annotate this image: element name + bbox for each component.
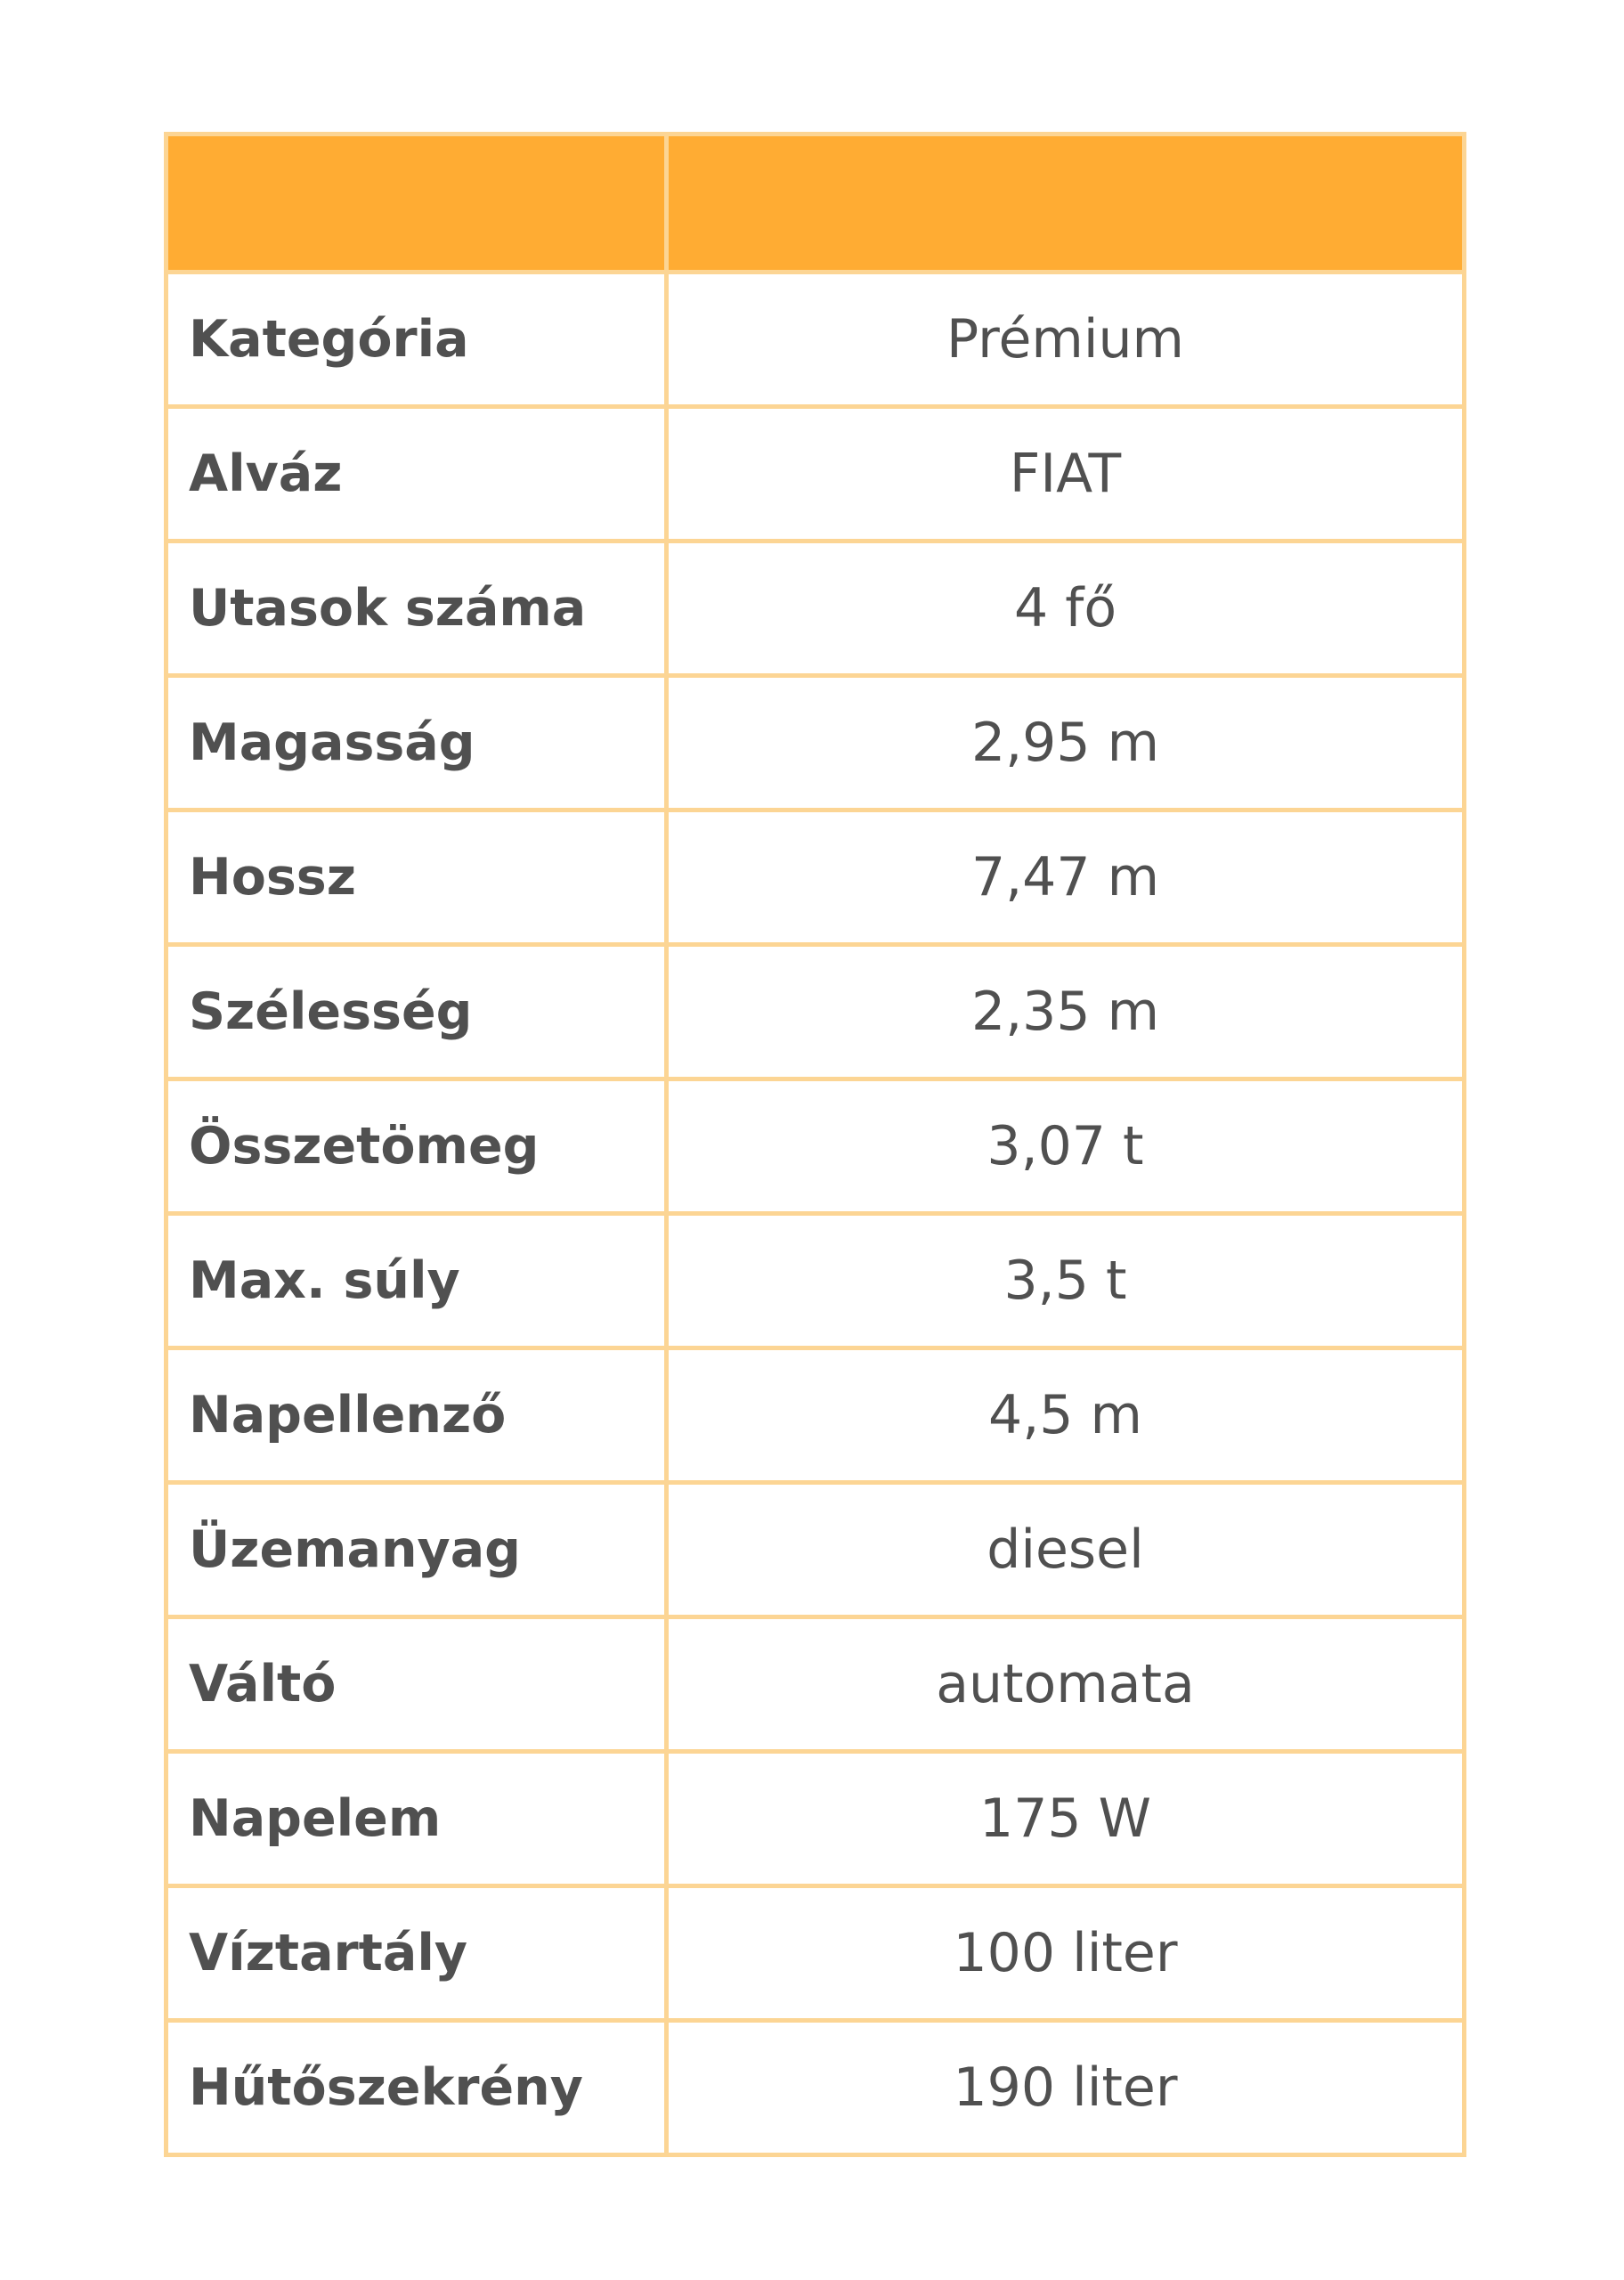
spec-label: Alváz [166,407,667,542]
header-cell-label [166,134,667,273]
table-row [166,1483,1465,1617]
spec-value: 4 fő [667,542,1465,676]
table-row [166,1214,1465,1348]
spec-label: Váltó [166,1617,667,1752]
table-row [166,1617,1465,1752]
table-row [166,1079,1465,1214]
table-row [166,542,1465,676]
spec-value: 2,35 m [667,945,1465,1079]
spec-value: 190 liter [667,2021,1465,2155]
spec-label: Napellenző [166,1348,667,1483]
spec-value: 3,07 t [667,1079,1465,1214]
spec-value: automata [667,1617,1465,1752]
table-row [166,2021,1465,2155]
spec-value: diesel [667,1483,1465,1617]
spec-label: Víztartály [166,1886,667,2021]
spec-label: Max. súly [166,1214,667,1348]
header-cell-value [667,134,1465,273]
table-row [166,1348,1465,1483]
spec-label: Kategória [166,273,667,407]
table-row [166,273,1465,407]
spec-value: 100 liter [667,1886,1465,2021]
spec-label: Összetömeg [166,1079,667,1214]
table-header-row [166,134,1465,273]
table-row [166,810,1465,945]
spec-value: 3,5 t [667,1214,1465,1348]
table-row [166,945,1465,1079]
spec-label: Magasság [166,676,667,810]
spec-label: Utasok száma [166,542,667,676]
table-row [166,676,1465,810]
spec-value: FIAT [667,407,1465,542]
spec-label: Szélesség [166,945,667,1079]
spec-value: 175 W [667,1752,1465,1886]
table-row [166,1752,1465,1886]
table-row [166,1886,1465,2021]
spec-value: Prémium [667,273,1465,407]
spec-label: Hossz [166,810,667,945]
table-row [166,407,1465,542]
spec-label: Üzemanyag [166,1483,667,1617]
spec-table [164,132,1466,2157]
spec-value: 2,95 m [667,676,1465,810]
spec-value: 4,5 m [667,1348,1465,1483]
spec-label: Napelem [166,1752,667,1886]
spec-value: 7,47 m [667,810,1465,945]
spec-label: Hűtőszekrény [166,2021,667,2155]
